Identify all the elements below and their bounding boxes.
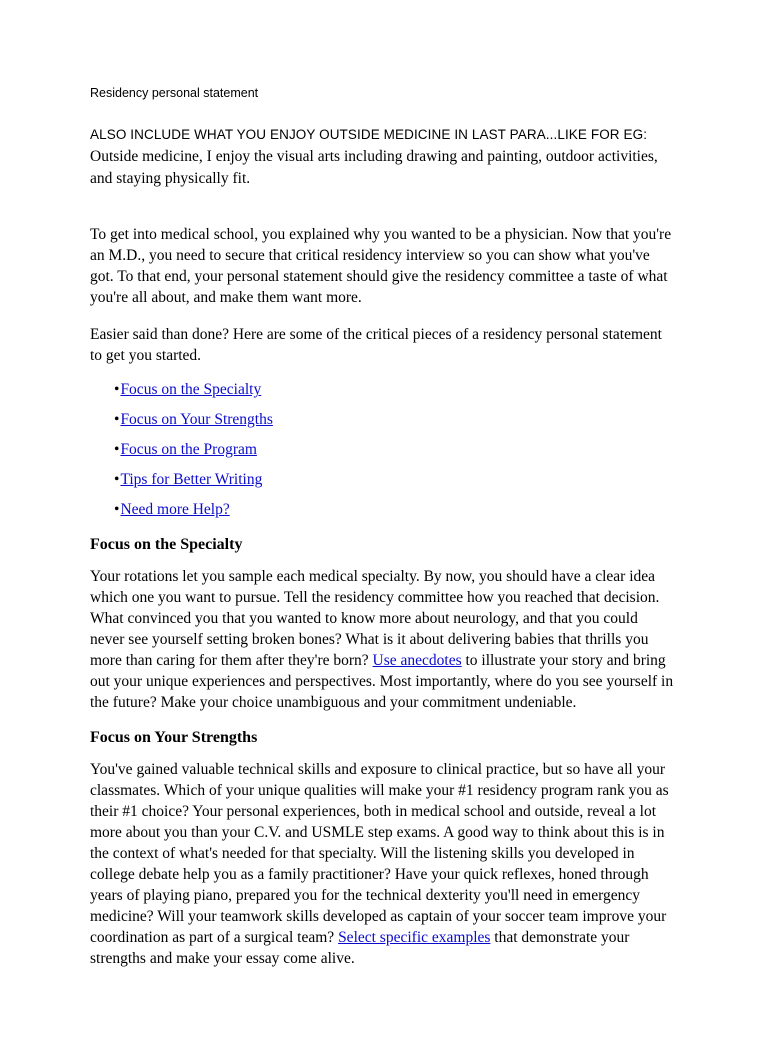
intro-paragraph-2: Easier said than done? Here are some of the critical pieces of a residency personal statement to get you started.	[90, 326, 662, 364]
section-heading-specialty: Focus on the Specialty	[90, 536, 243, 553]
note-caps-text: ALSO INCLUDE WHAT YOU ENJOY OUTSIDE MEDICINE IN LAST PARA...LIKE FOR EG:	[90, 127, 648, 142]
intro-paragraph-1: To get into medical school, you explained why you wanted to be a physician. Now that you're an M.D., you need to secure that critical residency interview so you can show what you've got. To that end, your personal statement should give the residency committee a taste of what you're all about, and make them want more.	[90, 226, 672, 306]
note-rest-text: Outside medicine, I enjoy the visual arts including drawing and painting, outdoor activities, and staying physically fit.	[90, 148, 658, 187]
toc-link-writing-tips[interactable]: Tips for Better Writing	[120, 471, 263, 488]
document-title: Residency personal statement	[90, 86, 259, 100]
toc-link-strengths[interactable]: Focus on Your Strengths	[120, 411, 273, 428]
section-strengths-text-before: You've gained valuable technical skills and exposure to clinical practice, but so have all your classmates. Which of your unique qualities will make your #1 residency program rank you as their #1 choice? Your personal experiences, both in medical school and outside, reveal a lot more about you than your C.V. and USMLE step exams. A good way to think about this is in the context of what's needed for that specialty. Will the listening skills you developed in college debate help you as a family practitioner? Have your quick reflexes, honed through years of playing piano, prepared you for the technical dexterity you'll need in emergency medicine? Will your teamwork skills developed as captain of your soccer team improve your coordination as part of a surgical team?	[90, 761, 669, 946]
section-heading-strengths: Focus on Your Strengths	[90, 729, 258, 746]
section-paragraph-specialty	[90, 566, 676, 713]
toc-item-specialty	[114, 380, 676, 400]
section-paragraph-strengths	[90, 759, 676, 969]
section-strengths-text-after: that demonstrate your strengths and make your essay come alive.	[90, 929, 630, 967]
toc-link-help[interactable]: Need more Help?	[120, 501, 230, 518]
toc-link-specialty[interactable]: Focus on the Specialty	[120, 381, 262, 398]
toc-item-help	[114, 500, 676, 520]
section-specialty-text-after: to illustrate your story and bring out your unique experiences and perspectives. Most importantly, where do you see yourself in the future? Make your choice unambiguous and your commitment undeniable.	[90, 652, 674, 711]
toc-item-program	[114, 440, 676, 460]
toc-item-strengths	[114, 410, 676, 430]
toc-list	[114, 380, 676, 520]
use-anecdotes-link[interactable]: Use anecdotes	[372, 652, 462, 669]
select-specific-examples-link[interactable]: Select specific examples	[338, 929, 491, 946]
note-paragraph	[90, 124, 676, 190]
section-specialty-text-before: Your rotations let you sample each medical specialty. By now, you should have a clear idea which one you want to pursue. Tell the residency committee how you reached that decision. What convinced you that you wanted to know more about neurology, and that you could never see yourself setting broken bones? What is it about delivering babies that thrills you more than caring for them after they're born?	[90, 568, 660, 669]
toc-link-program[interactable]: Focus on the Program	[120, 441, 257, 458]
toc-item-writing-tips	[114, 470, 676, 490]
